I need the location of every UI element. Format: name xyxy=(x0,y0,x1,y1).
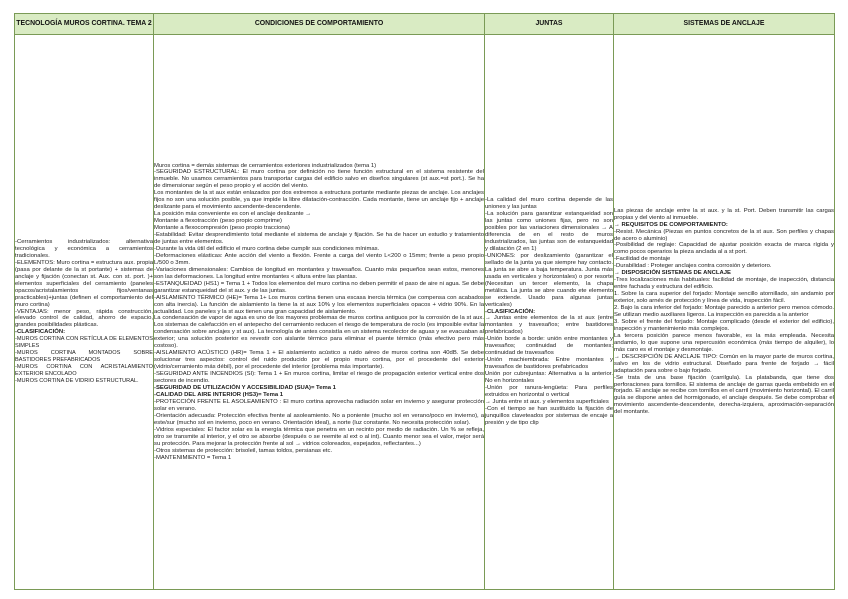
text-line: -CLASIFICACIÓN: xyxy=(485,308,536,315)
text-line: -Se trata de una base fijación (carrilgula). La platabanda, que tiene dos perforaciones para tornillos. El sistema de anclaje de garras queda embebido en el forjado. El anclaje se recibe con tornillos en el carril (movimiento horizontal). El carril guía se dispone antes del hormigonado, el anclaje después. Se debe comprobar el movimiento ascendente-descendente, derecha-izquiera, aproximación-separación del montante. xyxy=(614,374,835,416)
text-line: -La calidad del muro cortina depende de las uniones y las juntas xyxy=(485,197,613,211)
text-line: La tercera posición parece menos favorable, es la más empleada. Necesita andamio, lo que supone una repercusión económica (más tiempo de alquiler), lo más caro es el montaje y desmontaje. xyxy=(614,332,834,353)
text-line: -ESTANQUEIDAD (HS1) = Tema 1 + Todos los elementos del muro cortina no deben permitir el paso de aire ni agua. Se debe garantizar estanqueidad del st aux. y de las juntas. xyxy=(154,280,484,294)
text-line: -Facilidad de montaje xyxy=(614,256,671,263)
header-condiciones: CONDICIONES DE COMPORTAMIENTO xyxy=(154,14,485,35)
text-line: -CALIDAD DEL AIRE INTERIOR (HS3)= Tema 1 xyxy=(154,391,284,398)
text-line: -MUROS CORTINA DE VIDRIO ESTRUCTURAL. xyxy=(15,378,139,385)
text-line: -Orientación adecuada: Protección efectiva frente al asoleamiento. No a poniente (mucho sol en verano/poco en invierno), a este/sur (mucho sol en invierno, poco en verano. Orientación ideal), a norte (luz constante. No necesita protección solar). xyxy=(154,412,484,426)
text-line: -Con el tiempo se han sustituido la fijación de junquillos claveteados por sistemas de encaje a presión y de tipo clip xyxy=(485,405,613,426)
text-line: -MUROS CORTINA CON RETÍCULA DE ELEMENTOS SIMPLES xyxy=(15,336,153,350)
text-line: -Cerramientos industrializados: alternativa tecnológica y económica a cerramientos tradicionales. xyxy=(15,238,153,259)
text-line: → Juntas entre elementos de la st aux (entre montantes y travesaños; entre bastidores prefabricados) xyxy=(485,315,613,336)
content-row xyxy=(15,35,835,590)
text-line: La condensación de vapor de agua es uno de los mayores problemas de muros cortina antiguos por la corrosión de la st aux. Los sistemas de calefacción en el antepecho del cerramiento reducen el riesgo de temperatura de rocío (es imposible evitar la condensación sobre anclajes y st aux). La tecnología de antes consistía en un sistema recolector de aguas y se evacuaban al exterior; una solución posterior es revestir con aislante térmico para eliminar el puente térmico (más efectivo pero más costoso). xyxy=(154,315,484,350)
text-line: → REQUISITOS DE COMPORTAMIENTO: xyxy=(614,221,728,228)
text-line: -PROTECCIÓN FRENTE EL ASOLEAMIENTO : El muro cortina aprovecha radiación solar en invierno y asegurar protección solar en verano. xyxy=(154,398,484,412)
cell-juntas xyxy=(485,35,614,590)
text-line: -Vidrios especiales: El factor solar es la energía térmica que penetra en un recinto por medio de radiación. Un % se refleja, otro se transmite al interior, y el otro se absorbe (después o se reemite al ext o al int). Cuanto menor sea el valor, mejor será su protección. Para mejorar la protección frente al sol → vidrios coloreados, espejados, reflectantes...) xyxy=(154,426,484,447)
text-line: -VENTAJAS: menor peso, rápida construcción, elevado control de calidad, ahorro de espacio, grandes posibilidades plásticas. xyxy=(15,308,153,329)
text-line: -SEGURIDAD ANTE INCENDIOS (SI): Tema 1 + En muros cortina, limitar el riesgo de propagación exterior vertical entre dos sectores de incendio. xyxy=(154,371,484,385)
text-line: -Unión borde a borde: unión entre montantes y travesaños; continuidad de montantes; continuidad de travesaños xyxy=(485,336,613,357)
text-line: Los montantes de la st aux están enlazados por dos extremos a estructura portante mediante piezas de anclaje. Los anclajes fijos no son una solución posible, ya que impide la libre dilatación-contracción. Cada montante, tiene un anclaje fijo + anclaje deslizante para el movimiento ascendente-descendente. xyxy=(154,190,484,211)
text-line: -MUROS CORTINA MONTADOS SOBRE BASTIDORES PREFABRICADOS xyxy=(15,350,153,364)
summary-table xyxy=(14,13,835,590)
text-line: 2. Bajo la cara inferior del forjado: Montaje parecido a anterior pero menos cómodo. Se utilizan medio auxiliares ligeros. La inspección es parecida a la anterior xyxy=(614,305,834,318)
text-line: -ELEMENTOS: Muro cortina = estructura aux. propia (pasa por delante de la st portante) + sistemas de anclaje y fijación (conectan st. Aux. con st. port. )+ elementos superficiales del cerramiento (paneles opacos/acristalamientos fijos/ventanas practicables)+juntas (definen el comportamiento del muro cortina) xyxy=(15,259,153,308)
text-line: -AISLAMIENTO ACÚSTICO (HR)= Tema 1 + El aislamiento acústico a ruido aéreo de muros cortina son 40dB. Se debe solucionar tres aspectos: control del ruido producido por el propio muro cortina, por el procedente del exterior (vidrio/cerramiento más débil), por el procedente del interior (problema más importante). xyxy=(154,350,484,371)
text-line: → Junta entre st aux. y elementos superficiales xyxy=(485,398,609,405)
text-line: 3. Sobre el frente del forjado: Montaje complicado (desde el exterior del edificio), inspección y mantenimiento más complejos. xyxy=(614,318,834,332)
text-line: -Unión por ranura-lengüeta: Para perfiles extruidos en horizontal o vertical xyxy=(485,385,613,398)
text-line: Montante a flexocompresión (peso propio tracciona) xyxy=(154,225,290,232)
text-line: La posición más conveniente es con el anclaje deslizante → xyxy=(154,211,312,218)
text-line: Las piezas de anclaje entre la st aux. y la st. Port. Deben transmitir las cargas propias y del viento al inmueble. xyxy=(614,207,834,221)
text-line: -CLASIFICACIÓN: xyxy=(15,329,66,336)
text-line: -AISLAMIENTO TÉRMICO (HE)= Tema 1+ Los muros cortina tienen una escasa inercia térmica (se compensa con acabados con alta inercia). La función de aislamiento la tiene la st aux 10% y los elementos superficiales opacos + vidrio 90%. En la actualidad. Los paneles y la st aux tienen una gran capacidad de aislamiento. xyxy=(154,294,484,315)
text-line: -Durabilidad : Proteger anclajes contra corrosión y deterioro. xyxy=(614,263,772,270)
text-line: -MANTENIMIENTO = Tema 1 xyxy=(154,454,232,461)
text-line: -La solución para garantizar estanqueidad son las juntas como uniones fijas, pero no son posibles por las variaciones dimensionales → A diferencia de en el resto de muros industrializados, las juntas son de estanqueidad y dilatación (2 en 1) xyxy=(485,211,613,252)
text-line: Montante a flexotracción (peso propio comprime) xyxy=(154,218,283,225)
text-line: 1. Sobre la cara superior del forjado: Montaje sencillo atornillado, sin andamio por exterior, solo arnés de protección y línea de vida, inspección fácil. xyxy=(614,291,834,305)
text-line: -SEGURIDAD ESTRUCTURAL: El muro cortina por definición no tiene función estructural en el sistema resistente del inmueble. No usamos cerramientos para transportar cargas del edificio salvo en diseños singulares (st aux.=st port.). Se ha de dimensionar según el peso propio y el acción del viento. xyxy=(154,169,484,190)
header-anclaje: SISTEMAS DE ANCLAJE xyxy=(614,14,835,35)
text-line: → DESCRIPCIÓN DE ANCLAJE TIPO: Común en la mayor parte de muros cortina, salvo en los de vidrio estructural. Diseñado para frente de forjado → fácil adaptación para sobre o bajo forjado. xyxy=(614,353,834,374)
text-line: Unión por cubrejuntas: Alternativa a la anterior. No en horizontales xyxy=(485,371,613,385)
header-juntas: JUNTAS xyxy=(485,14,614,35)
header-row xyxy=(15,14,835,35)
text-line: → DISPOSICIÓN SISTEMAS DE ANCLAJE xyxy=(614,270,731,277)
cell-anclaje xyxy=(614,35,835,590)
text-line: -SEGURIDAD DE UTILIZACIÓN Y ACCESIBILIDAD (SUA)= Tema 1 xyxy=(154,385,336,391)
text-line: -Deformaciones elásticas: Ante acción del viento a flexión. Frente a carga del viento L<200 o 15mm; frente a peso propio L/500 o 3mm. xyxy=(154,252,484,266)
text-line: Muros cortina = demás sistemas de cerramientos exteriores industrializados (tema 1) xyxy=(154,162,377,169)
header-tecnologia: TECNOLOGÍA MUROS CORTINA. TEMA 2 xyxy=(15,14,154,35)
text-line: -Unión machiembrada: Entre montantes y travesaños de bastidores prefabricados xyxy=(485,357,613,371)
text-line: -Tres localizaciones más habituales: facilidad de montaje, de inspección, distancia entre fachada y estructura del edificio. xyxy=(614,277,834,291)
text-line: -Variaciones dimensionales: Cambios de longitud en montantes y travesaños. Cuanto más pequeños sean estos, menores son las deformaciones. La longitud entre montantes < altura entre las plantas. xyxy=(154,266,484,280)
text-line: -Posibilidad de reglaje: Capacidad de ajustar posición exacta de marca rígida y como pocos operarios la pieza anclada al a st port. xyxy=(614,242,834,256)
text-line: -Otros sistemas de protección: brisoleil, tamas toldos, persianas etc. xyxy=(154,447,333,454)
text-line: -Resist. Mecánica (Piezas en puntos concretos de la st aux. Son perfiles y chapas de acero o aluminio) xyxy=(614,228,834,242)
cell-condiciones xyxy=(154,35,485,590)
text-line: -UNIONES: por deslizamiento (garantizar el sellado de la junta ya que siempre hay contacto. La junta se abre a baja temperatura. Junta más usada en verticales y horizontales) o por resorte (Necesitan un tercer elemento, la chapa metálica. La junta se abre cuando ete elemento se extiende. Usado para algunas juntas verticales) xyxy=(485,252,613,308)
text-line: -Durante la vida útil del edificio el muro cortina debe cumplir sus condiciones mínimas. xyxy=(154,245,380,252)
text-line: -Estabilidad: Evitar desprendimiento total mediante el sistema de anclaje y fijación. Se ha de hacer un estudio y tratamiento de juntas entre elementos. xyxy=(154,232,484,245)
text-line: -MUROS CORTINA CON ACRISTALAMIENTO EXTERIOR ENCOLADO xyxy=(15,364,153,378)
cell-tecnologia xyxy=(15,35,154,590)
